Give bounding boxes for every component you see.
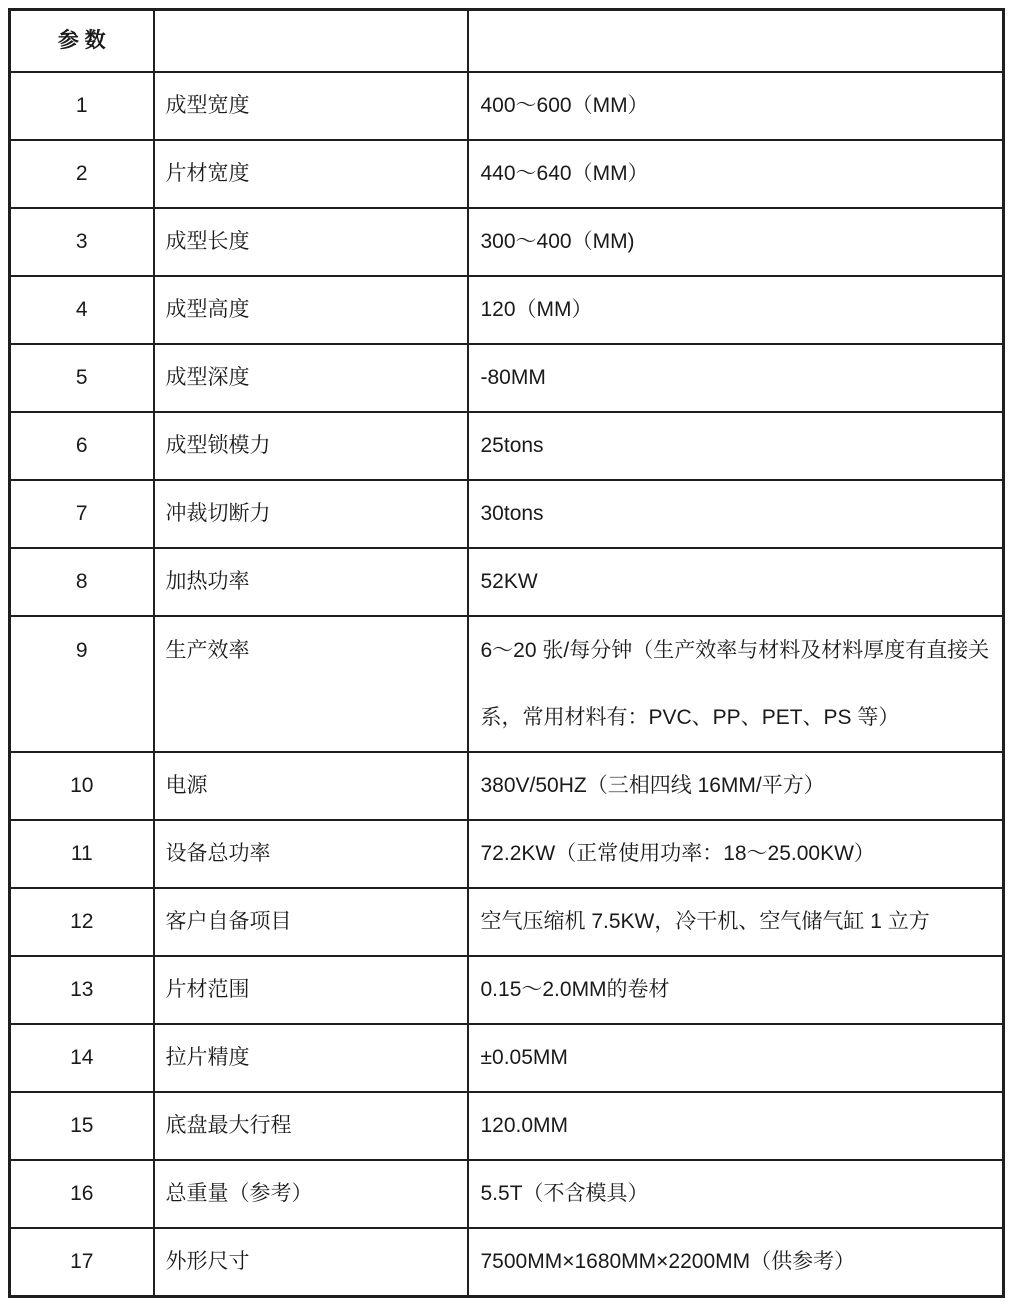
row-number-cell: 9 xyxy=(10,616,154,752)
table-row xyxy=(10,1228,1004,1297)
table-row xyxy=(10,752,1004,820)
table-row xyxy=(10,820,1004,888)
row-number-cell: 5 xyxy=(10,344,154,412)
table-row xyxy=(10,480,1004,548)
row-number-cell: 13 xyxy=(10,956,154,1024)
table-row xyxy=(10,548,1004,616)
parameter-value-cell: 0.15～2.0MM的卷材 xyxy=(468,956,1004,1024)
parameter-name-cell: 客户自备项目 xyxy=(154,888,468,956)
parameter-name-cell: 成型深度 xyxy=(154,344,468,412)
table-row xyxy=(10,344,1004,412)
parameter-value-cell: 120（MM） xyxy=(468,276,1004,344)
parameter-name-cell: 总重量（参考） xyxy=(154,1160,468,1228)
parameter-name-cell: 冲裁切断力 xyxy=(154,480,468,548)
parameter-name-cell: 拉片精度 xyxy=(154,1024,468,1092)
row-number-cell: 11 xyxy=(10,820,154,888)
table-row xyxy=(10,1092,1004,1160)
row-number-cell: 8 xyxy=(10,548,154,616)
parameter-value-cell: -80MM xyxy=(468,344,1004,412)
parameter-value-cell: 400～600（MM） xyxy=(468,72,1004,140)
parameter-value-cell: 5.5T（不含模具） xyxy=(468,1160,1004,1228)
header-cell-value xyxy=(468,10,1004,73)
parameter-value-cell: ±0.05MM xyxy=(468,1024,1004,1092)
row-number-cell: 14 xyxy=(10,1024,154,1092)
table-row xyxy=(10,140,1004,208)
parameter-value-cell: 440～640（MM） xyxy=(468,140,1004,208)
row-number-cell: 12 xyxy=(10,888,154,956)
parameter-name-cell: 成型宽度 xyxy=(154,72,468,140)
parameter-value-cell: 25tons xyxy=(468,412,1004,480)
table-row xyxy=(10,616,1004,752)
row-number-cell: 2 xyxy=(10,140,154,208)
row-number-cell: 6 xyxy=(10,412,154,480)
header-row xyxy=(10,10,1004,73)
table-row xyxy=(10,1160,1004,1228)
machine-spec-table xyxy=(8,8,1005,1298)
parameter-value-cell: 380V/50HZ（三相四线 16MM/平方） xyxy=(468,752,1004,820)
table-body xyxy=(10,72,1004,1297)
header-cell-parameter: 参 数 xyxy=(10,10,154,73)
row-number-cell: 15 xyxy=(10,1092,154,1160)
table-row xyxy=(10,1024,1004,1092)
row-number-cell: 4 xyxy=(10,276,154,344)
table-row xyxy=(10,956,1004,1024)
row-number-cell: 16 xyxy=(10,1160,154,1228)
table-row xyxy=(10,276,1004,344)
table-row xyxy=(10,208,1004,276)
row-number-cell: 17 xyxy=(10,1228,154,1297)
row-number-cell: 10 xyxy=(10,752,154,820)
parameter-value-cell: 空气压缩机 7.5KW，冷干机、空气储气缸 1 立方 xyxy=(468,888,1004,956)
parameter-name-cell: 生产效率 xyxy=(154,616,468,752)
parameter-name-cell: 成型长度 xyxy=(154,208,468,276)
row-number-cell: 1 xyxy=(10,72,154,140)
parameter-name-cell: 片材宽度 xyxy=(154,140,468,208)
parameter-name-cell: 加热功率 xyxy=(154,548,468,616)
parameter-name-cell: 电源 xyxy=(154,752,468,820)
row-number-cell: 7 xyxy=(10,480,154,548)
parameter-name-cell: 设备总功率 xyxy=(154,820,468,888)
parameter-value-cell: 30tons xyxy=(468,480,1004,548)
parameter-value-cell: 300～400（MM) xyxy=(468,208,1004,276)
parameter-name-cell: 外形尺寸 xyxy=(154,1228,468,1297)
table-row xyxy=(10,888,1004,956)
table-row xyxy=(10,72,1004,140)
parameter-name-cell: 底盘最大行程 xyxy=(154,1092,468,1160)
parameter-value-cell: 52KW xyxy=(468,548,1004,616)
parameter-name-cell: 成型高度 xyxy=(154,276,468,344)
parameter-value-cell: 6～20 张/每分钟（生产效率与材料及材料厚度有直接关系，常用材料有：PVC、PP、PET、PS 等） xyxy=(468,616,1004,752)
parameter-value-cell: 72.2KW（正常使用功率：18～25.00KW） xyxy=(468,820,1004,888)
parameter-value-cell: 7500MM×1680MM×2200MM（供参考） xyxy=(468,1228,1004,1297)
row-number-cell: 3 xyxy=(10,208,154,276)
header-cell-name xyxy=(154,10,468,73)
parameter-name-cell: 成型锁模力 xyxy=(154,412,468,480)
parameter-name-cell: 片材范围 xyxy=(154,956,468,1024)
table-row xyxy=(10,412,1004,480)
parameter-value-cell: 120.0MM xyxy=(468,1092,1004,1160)
